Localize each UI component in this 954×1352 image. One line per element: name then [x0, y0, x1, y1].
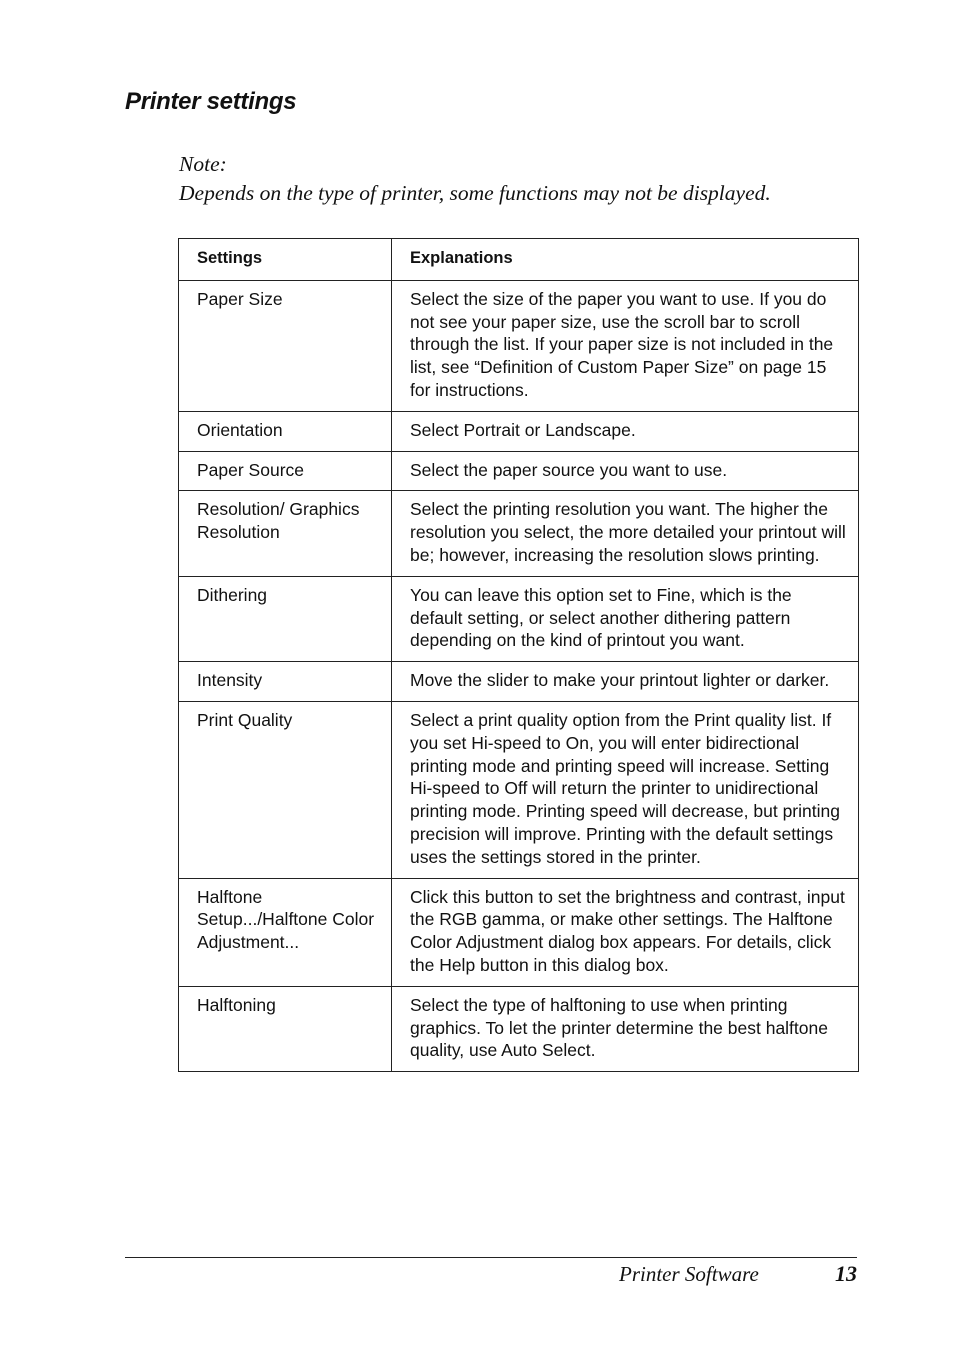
setting-name: Orientation	[179, 411, 392, 451]
table-row	[179, 576, 859, 661]
table-row	[179, 411, 859, 451]
setting-name: Dithering	[179, 576, 392, 661]
footer-section-title: Printer Software	[619, 1262, 759, 1286]
page-title: Printer settings	[125, 88, 297, 115]
table-row	[179, 451, 859, 491]
printer-settings-table	[178, 238, 859, 1072]
setting-explanation: Select Portrait or Landscape.	[392, 411, 859, 451]
setting-name: Halftoning	[179, 986, 392, 1071]
setting-explanation: You can leave this option set to Fine, which is the default setting, or select another dithering pattern depending on the kind of printout you want.	[392, 576, 859, 661]
setting-explanation: Select the type of halftoning to use when printing graphics. To let the printer determine the best halftone quality, use Auto Select.	[392, 986, 859, 1071]
setting-name: Halftone Setup.../Halftone Color Adjustment...	[179, 878, 392, 986]
setting-explanation: Select a print quality option from the Print quality list. If you set Hi-speed to On, you will enter bidirectional printing mode and printing speed will increase. Setting Hi-speed to Off will return the printer to unidirectional printing mode. Printing speed will decrease, but printing precision will improve. Printing with the default settings uses the settings stored in the printer.	[392, 701, 859, 878]
setting-name: Paper Size	[179, 280, 392, 411]
header-explanations: Explanations	[392, 239, 859, 281]
table-row	[179, 986, 859, 1071]
page-number: 13	[835, 1261, 857, 1286]
table-row	[179, 491, 859, 576]
setting-name: Resolution/ Graphics Resolution	[179, 491, 392, 576]
setting-name: Print Quality	[179, 701, 392, 878]
note-label: Note:	[179, 152, 227, 176]
table-header-row	[179, 239, 859, 281]
setting-explanation: Select the printing resolution you want. The higher the resolution you select, the more detailed your printout will be; however, increasing the resolution slows printing.	[392, 491, 859, 576]
table-row	[179, 662, 859, 702]
setting-name: Paper Source	[179, 451, 392, 491]
setting-name: Intensity	[179, 662, 392, 702]
setting-explanation: Select the size of the paper you want to use. If you do not see your paper size, use the scroll bar to scroll through the list. If your paper size is not included in the list, see “Definition of Custom Paper Size” on page 15 for instructions.	[392, 280, 859, 411]
footer-divider	[125, 1257, 857, 1258]
note-block	[179, 150, 879, 208]
table-row	[179, 280, 859, 411]
setting-explanation: Move the slider to make your printout lighter or darker.	[392, 662, 859, 702]
table-row	[179, 701, 859, 878]
setting-explanation: Select the paper source you want to use.	[392, 451, 859, 491]
note-text: Depends on the type of printer, some functions may not be displayed.	[179, 181, 771, 205]
header-settings: Settings	[179, 239, 392, 281]
setting-explanation: Click this button to set the brightness and contrast, input the RGB gamma, or make other settings. The Halftone Color Adjustment dialog box appears. For details, click the Help button in this dialog box.	[392, 878, 859, 986]
table-row	[179, 878, 859, 986]
